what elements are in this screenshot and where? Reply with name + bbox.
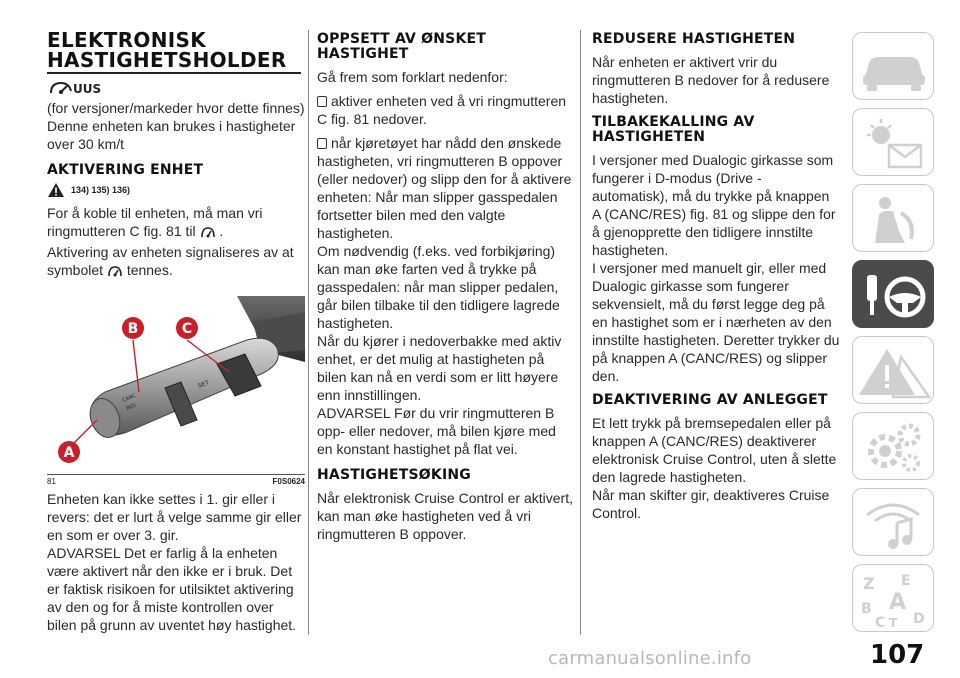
column-divider-1 <box>308 30 309 635</box>
svg-text:UUS: UUS <box>73 82 102 96</box>
watermark: carmanualsonline.info <box>548 648 752 669</box>
gear-note-paragraph: Enheten kan ikke settes i 1. gir eller i revers: det er lurt å velge samme gir eller en som er over 3. gir. <box>47 491 302 543</box>
figure-code: F0S0624 <box>272 477 305 486</box>
callout-a-label: A <box>63 445 75 461</box>
gears-maintenance-icon <box>853 413 935 481</box>
activation-paragraph <box>47 204 305 243</box>
warning-triangle-icon <box>47 182 65 198</box>
heading-reduce-speed: REDUSERE HASTIGHETEN <box>592 31 796 47</box>
bullet-2-text: når kjøretøyet har nådd den ønskede hastigheten, vri ringmutteren B oppover (eller nedover) og slipp den for å aktivere enheten: Når man slipper gasspedalen fortsetter bilen med den valgte hastigheten. <box>317 135 572 241</box>
increase-paragraph: Når elektronisk Cruise Control er aktivert, kan man øke hastigheten ved å vri ringmutteren B oppover. <box>317 490 573 542</box>
figure-number: 81 <box>47 477 56 486</box>
callout-b-label: B <box>127 321 139 337</box>
checkbox-bullet-icon <box>317 96 327 107</box>
tab-multimedia[interactable] <box>852 488 934 556</box>
title-underline <box>47 72 301 74</box>
heading-activation: AKTIVERING ENHET <box>47 162 204 178</box>
intro-paragraph: Denne enheten kan brukes i hastigheter over 30 km/t <box>47 118 296 152</box>
tab-safety[interactable] <box>852 184 934 252</box>
index-letter: B <box>861 601 872 617</box>
tab-maintenance[interactable] <box>852 412 934 480</box>
deactivation-paragraph: Et lett trykk på bremsepedalen eller på knappen A (CANC/RES) deaktiverer elektronisk Cruise Control, uten å slette den lagrede hastigheten. <box>592 415 837 485</box>
flat-road-warning: ADVARSEL Før du vrir ringmutteren B opp- eller nedover, må bilen kjøre med en konstant hastighet på flat vei. <box>317 405 556 457</box>
res-label: RES <box>125 402 137 412</box>
overtaking-paragraph: Om nødvendig (f.eks. ved forbikjøring) kan man øke farten ved å trykke på gasspedalen: når man slipper pedalen, går bilen tilbake til den tidligere lagrede hastigheten. <box>317 243 560 331</box>
index-letter: C <box>875 615 886 631</box>
gear-change-paragraph: Når man skifter gir, deaktiveres Cruise Control. <box>592 487 830 521</box>
versions-note: (for versjoner/markeder hvor dette finnes) <box>47 100 305 116</box>
warning-references <box>47 182 305 198</box>
reduce-paragraph: Når enheten er aktivert vrir du ringmutteren B nedover for å redusere hastigheten. <box>592 54 830 106</box>
section-title-line1: ELEKTRONISK <box>47 28 206 52</box>
warning-lights-icon <box>853 109 935 177</box>
tab-index[interactable] <box>852 564 934 632</box>
heading-speed-increase: HASTIGHETSØKING <box>317 467 471 483</box>
cruise-control-stalk-illustration <box>47 292 305 470</box>
car-dashboard-icon <box>853 33 935 101</box>
checkbox-bullet-icon <box>317 138 327 149</box>
figure-81 <box>47 292 305 486</box>
callout-c-label: C <box>181 321 193 337</box>
music-media-icon <box>853 489 935 557</box>
column-divider-2 <box>580 30 581 635</box>
column-1 <box>47 30 305 634</box>
index-letter: A <box>889 590 907 615</box>
tab-starting-driving[interactable] <box>852 260 934 328</box>
recall-manual-paragraph: I versjoner med manuelt gir, eller med Dualogic girkasse som fungerer sekvensielt, må du først legge deg på en hastighet som er i nærheten av den innstilte hastigheten. Deretter trykker du på knappen A (CANC/RES) og slipper den. <box>592 260 840 384</box>
heading-recall-speed: TILBAKEKALLING AV HASTIGHETEN <box>592 114 755 145</box>
activation-text: For å koble til enheten, må man vri ringmutteren C fig. 81 til <box>47 205 263 239</box>
tab-warning-lights[interactable] <box>852 108 934 176</box>
tab-emergency[interactable] <box>852 336 934 404</box>
heading-deactivation: DEAKTIVERING AV ANLEGGET <box>592 392 828 408</box>
bullet-1 <box>317 92 575 128</box>
set-label: SET <box>197 379 211 390</box>
warning-paragraph: ADVARSEL Det er farlig å la enheten være aktivert når den ikke er i bruk. Det er faktisk risikoen for utilsiktet aktivering av den og for å miste kontrollen over bilen på grunn av uventet høy hastighet. <box>47 545 297 633</box>
reference-numbers: 134) 135) 136) <box>71 185 131 195</box>
activation-text-end: . <box>219 223 224 239</box>
cruise-control-symbol-icon <box>200 225 216 243</box>
column-2 <box>317 30 575 543</box>
heading-setup-speed: OPPSETT AV ØNSKET HASTIGHET <box>317 31 487 62</box>
downhill-paragraph: Når du kjører i nedoverbakke med aktiv enhet, er det mulig at hastigheten på bilen kan nå en verdi som er litt høyere enn innstillingen. <box>317 333 562 403</box>
recall-dualogic-paragraph: I versjoner med Dualogic girkasse som fungerer i D-modus (Drive - automatisk), må du trykke på knappen A (CANC/RES) fig. 81 og slippe den for å gjenopprette den tidligere innstilte hastigheten. <box>592 152 836 258</box>
safety-seat-icon <box>853 185 935 253</box>
index-letter: D <box>913 611 925 627</box>
symbol-text: Aktivering av enheten signaliseres av at symbolet <box>47 244 294 278</box>
symbol-text-end: tennes. <box>126 262 173 278</box>
index-letter: T <box>889 616 898 630</box>
canc-label: CANC <box>121 392 137 404</box>
bullet-2 <box>317 134 575 242</box>
chapter-tabs <box>852 32 942 640</box>
alphabetical-index-icon <box>853 565 935 633</box>
setup-intro: Gå frem som forklart nedenfor: <box>317 69 508 85</box>
bullet-1-text: aktiver enheten ved å vri ringmutteren C fig. 81 nedover. <box>317 93 567 127</box>
column-3 <box>592 30 840 522</box>
symbol-paragraph <box>47 243 305 282</box>
index-letter: Z <box>863 574 875 593</box>
road-warning-icon <box>853 337 935 405</box>
cruise-control-icon <box>47 77 305 99</box>
tab-dashboard[interactable] <box>852 32 934 100</box>
section-title-line2: HASTIGHETSHOLDER <box>47 48 287 72</box>
key-steering-wheel-icon <box>853 261 935 329</box>
figure-caption <box>47 474 305 488</box>
cruise-control-indicator-icon <box>107 264 123 282</box>
index-letter: E <box>901 573 911 589</box>
page-number: 107 <box>870 640 925 670</box>
